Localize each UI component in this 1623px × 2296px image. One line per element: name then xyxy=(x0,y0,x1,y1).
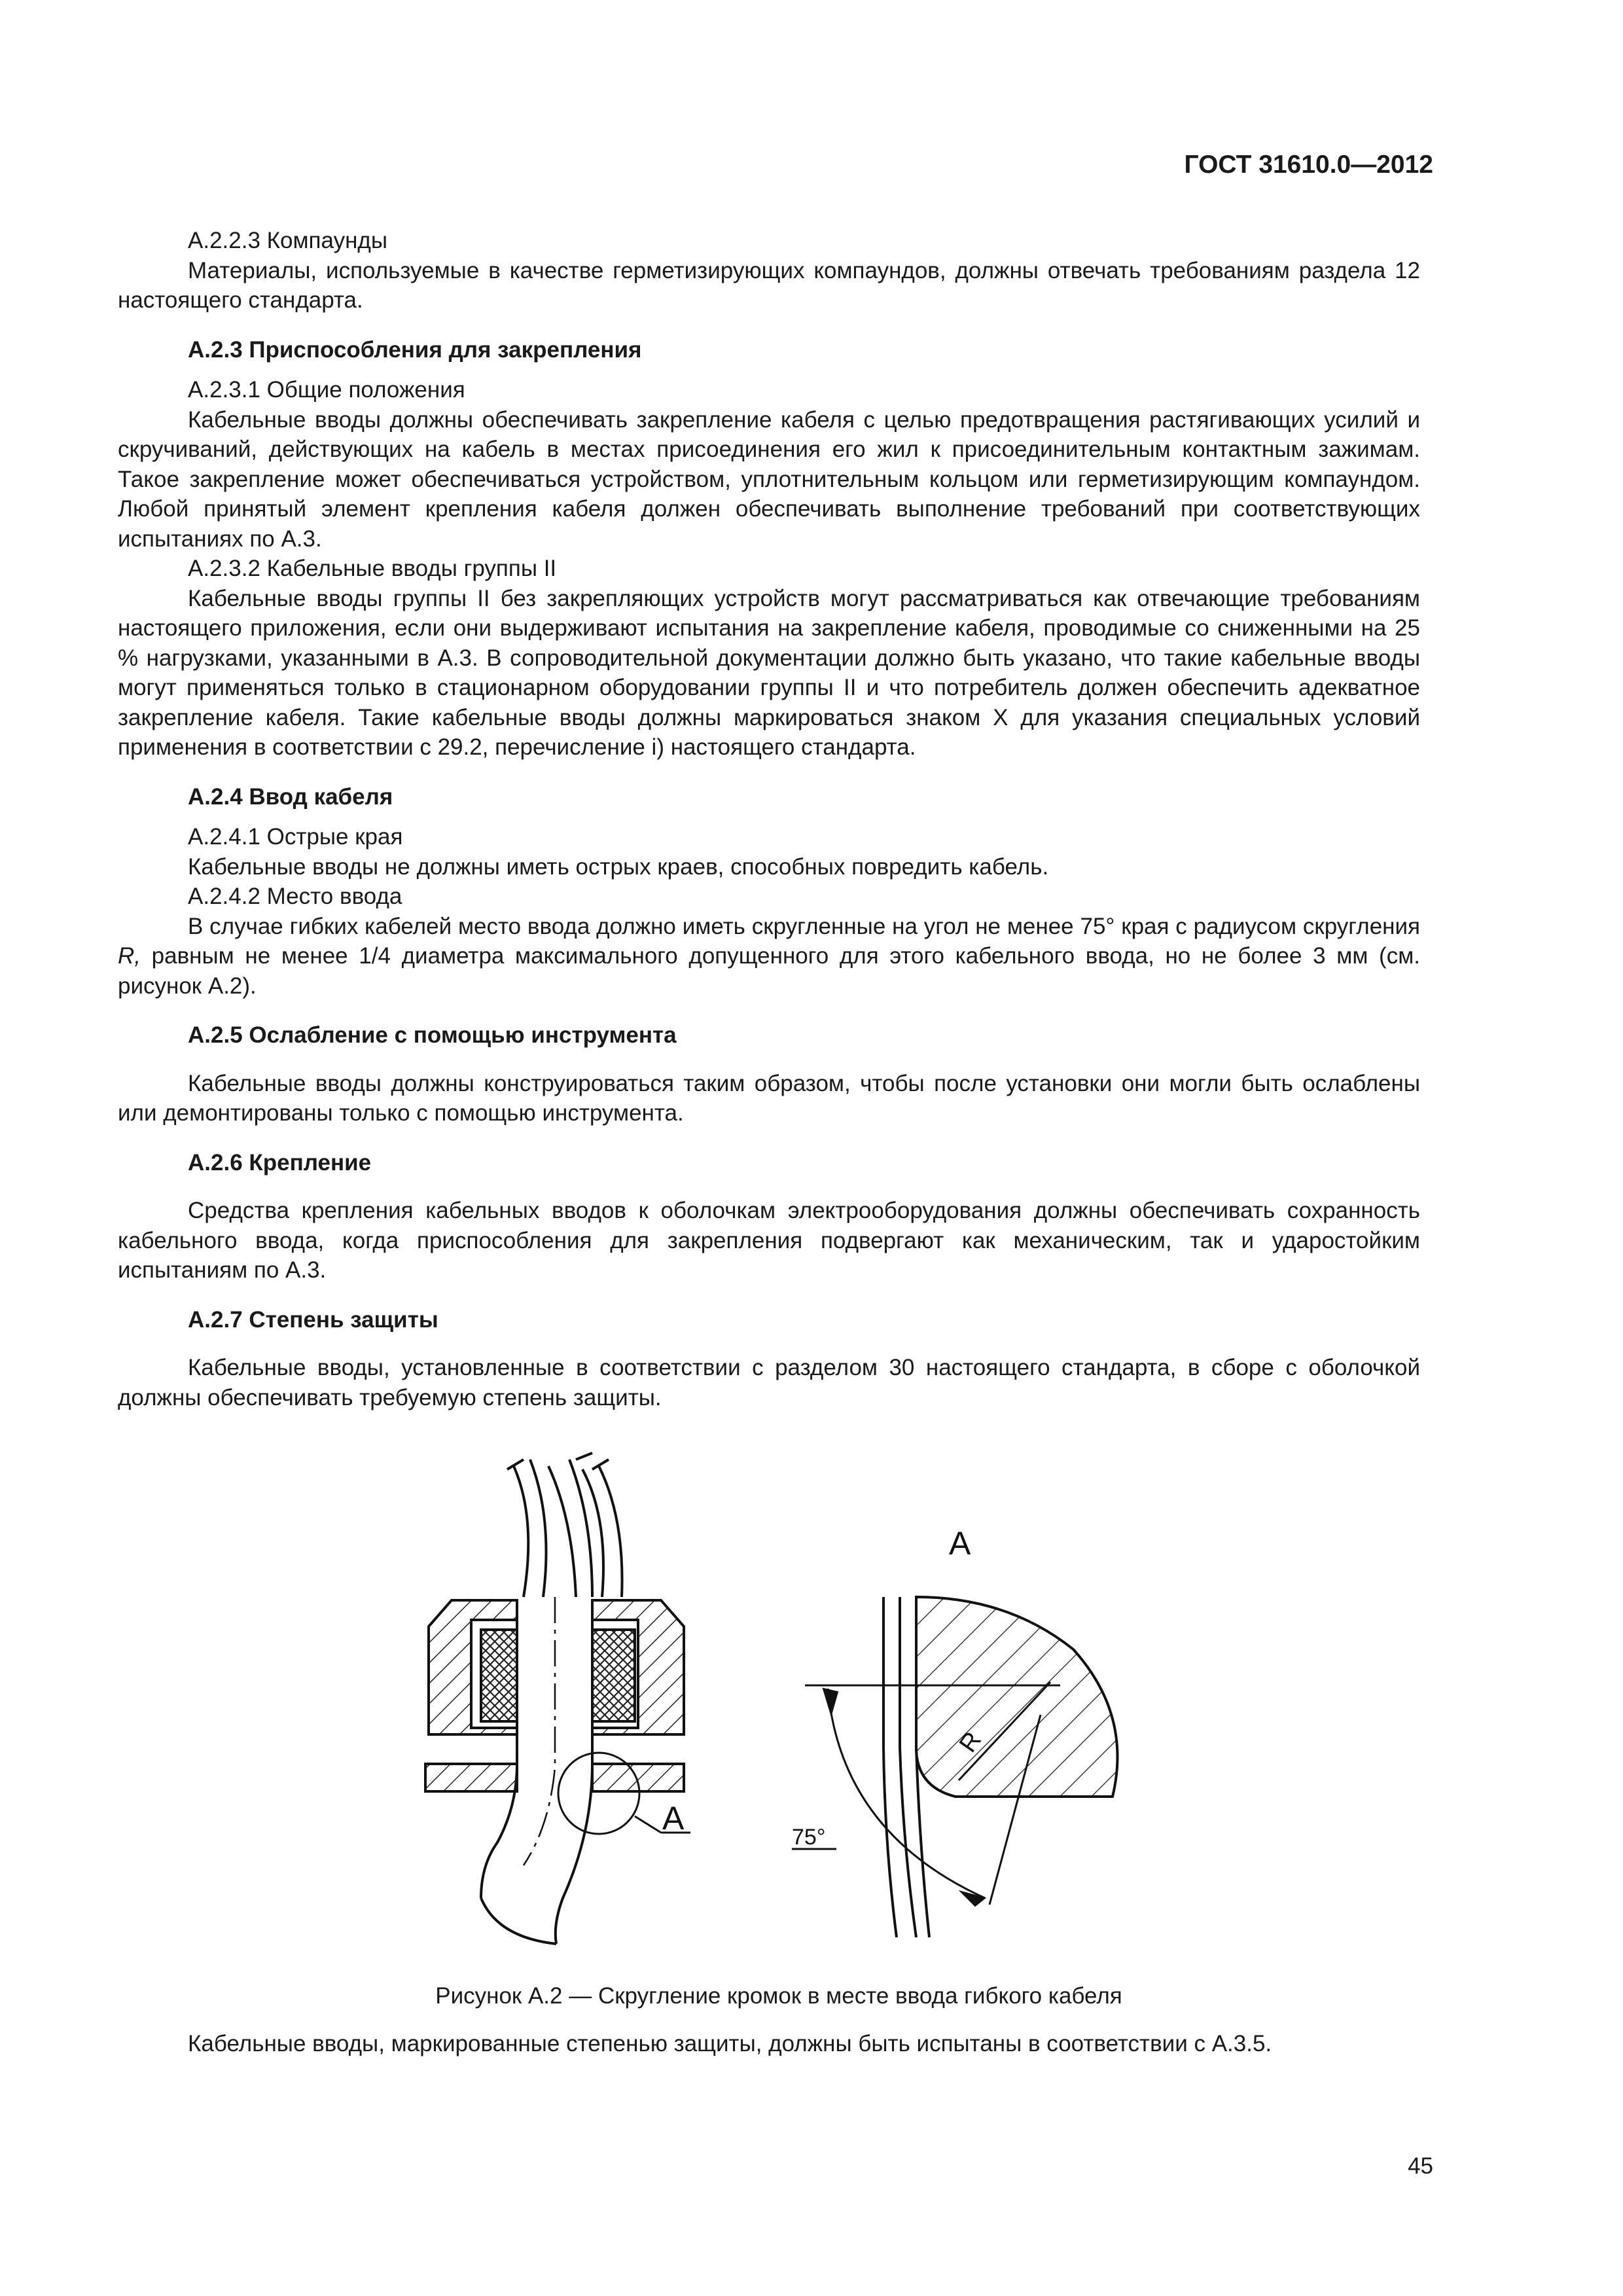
section-heading: А.2.4 Ввод кабеля xyxy=(188,783,393,810)
section-heading: А.2.7 Степень защиты xyxy=(188,1306,438,1333)
figure-caption: Рисунок А.2 — Скругление кромок в месте ввода гибкого кабеля xyxy=(435,1983,1122,2009)
radius-label: R xyxy=(954,1727,988,1758)
detail-a-drawing xyxy=(792,1597,1118,1937)
gland-section xyxy=(425,1453,690,1944)
detail-title-label: А xyxy=(949,1525,971,1562)
subsection-title: А.2.3.2 Кабельные вводы группы II xyxy=(188,556,557,581)
figure-a2 xyxy=(0,1440,1623,1977)
subsection-title: А.2.4.1 Острые края xyxy=(188,824,403,850)
document-body xyxy=(118,226,1420,1412)
section-heading: А.2.5 Ослабление с помощью инструмента xyxy=(188,1022,677,1048)
paragraph: Кабельные вводы, маркированные степенью защиты, должны быть испытаны в соответствии с А.3.5. xyxy=(188,2031,1272,2056)
angle-label: 75° xyxy=(792,1825,826,1850)
text-fragment: В случае гибких кабелей место ввода должно иметь скругленные на угол не менее 75° края с радиусом скругления xyxy=(188,913,1420,939)
text-fragment: равным не менее 1/4 диаметра максимального допущенного для этого кабельного ввода, но не более 3 мм (см. рисунок А.2). xyxy=(118,943,1420,999)
document-id: ГОСТ 31610.0—2012 xyxy=(1184,151,1433,179)
paragraph: Материалы, используемые в качестве герметизирующих компаундов, должны отвечать требованиям раздела 12 настоящего стандарта. xyxy=(118,257,1420,313)
paragraph: Кабельные вводы должны обеспечивать закрепление кабеля с целью предотвращения растягивающих усилий и скручиваний, действующих на кабель в местах присоединения его жил к присоединительным контактным зажимам. Такое закрепление может обеспечиваться устройством, уплотнительным кольцом или герметизирующим компаундом. Любой принятый элемент крепления кабеля должен обеспечивать выполнение требований при соответствующих испытаниях по А.3. xyxy=(118,406,1420,552)
section-heading: А.2.6 Крепление xyxy=(188,1149,372,1175)
detail-callout-label: А xyxy=(662,1800,685,1837)
paragraph: Кабельные вводы должны конструироваться таким образом, чтобы после установки они могли быть ослаблены или демонтированы только с помощью инструмента. xyxy=(118,1070,1420,1126)
radius-symbol: R, xyxy=(118,943,141,969)
paragraph: Кабельные вводы группы II без закрепляющих устройств могут рассматриваться как отвечающие требованиям настоящего приложения, если они выдерживают испытания на закрепление кабеля, проводимые со сниженными на 25 % нагрузками, указанными в А.3. В сопроводительной документации должно быть указано, что такие кабельные вводы могут применяться только в стационарном оборудовании группы II и что потребитель должен обеспечить адекватное закрепление кабеля. Такие кабельные вводы должны маркироваться знаком Х для указания специальных условий применения в соответствии с 29.2, перечисление i) настоящего стандарта. xyxy=(118,585,1420,760)
paragraph: Средства крепления кабельных вводов к оболочкам электрооборудования должны обеспечивать сохранность кабельного ввода, когда приспособления для закрепления подвергают как механическим, так и ударостойким испытаниям по А.3. xyxy=(118,1198,1420,1283)
subsection-title: А.2.4.2 Место ввода xyxy=(188,884,402,909)
page-number: 45 xyxy=(1408,2153,1433,2179)
cable-entry-drawing xyxy=(0,1440,1623,1977)
paragraph: Кабельные вводы, установленные в соответствии с разделом 30 настоящего стандарта, в сборе с оболочкой должны обеспечивать требуемую степень защиты. xyxy=(118,1355,1420,1410)
paragraph: Кабельные вводы не должны иметь острых краев, способных повредить кабель. xyxy=(188,853,1049,880)
subsection-title: А.2.3.1 Общие положения xyxy=(188,377,465,403)
subsection-title: А.2.2.3 Компаунды xyxy=(188,228,387,253)
paragraph xyxy=(118,912,1420,1001)
section-heading: А.2.3 Приспособления для закрепления xyxy=(188,336,642,363)
